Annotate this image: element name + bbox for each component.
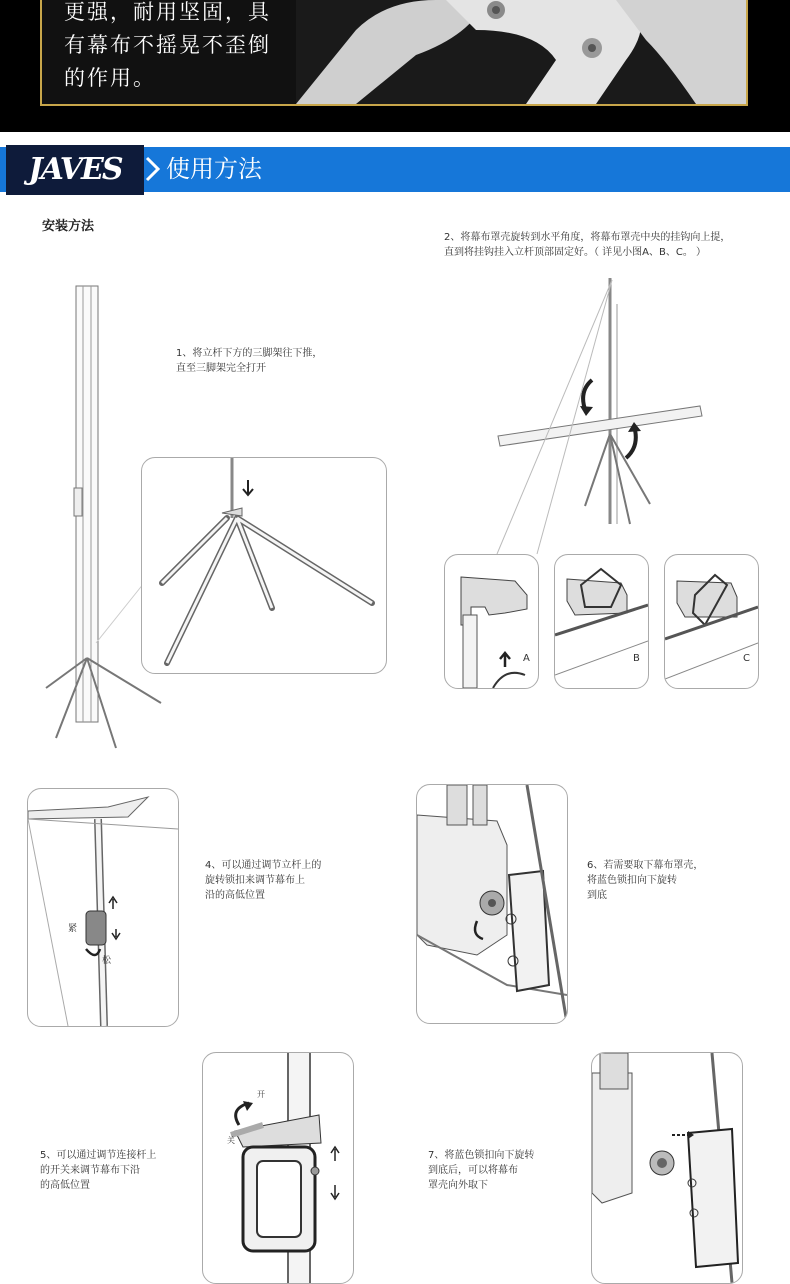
step-5-text: 5、可以通过调节连接杆上 的开关来调节幕布下沿 的高低位置 bbox=[40, 1150, 157, 1191]
blue-lock-drawing bbox=[417, 785, 567, 1023]
step-4-text: 4、可以通过调节立杆上的 旋转锁扣来调节幕布上 沿的高低位置 bbox=[205, 860, 322, 901]
step-5-panel bbox=[202, 1052, 354, 1284]
step-7-text: 7、将蓝色锁扣向下旋转 到底后，可以将幕布 罩壳向外取下 bbox=[428, 1150, 535, 1191]
logo-text: JAVES bbox=[28, 152, 122, 187]
hook-drawing-a bbox=[445, 555, 538, 688]
detail-panel-c bbox=[664, 554, 759, 689]
hook-drawing-c bbox=[665, 555, 758, 688]
hook-drawing-b bbox=[555, 555, 648, 688]
step-2-text: 2、将幕布罩壳旋转到水平角度，将幕布罩壳中央的挂钩向上提， 直到将挂钩挂入立杆顶部固定好。（ 详见小图A、B、C。 ） bbox=[444, 232, 731, 258]
lock-tight-label: 紧 bbox=[68, 924, 78, 934]
step-7-panel bbox=[591, 1052, 743, 1284]
lock-loose-label: 松 bbox=[102, 956, 112, 966]
detail-label-c: C bbox=[743, 653, 750, 664]
step-4-panel bbox=[27, 788, 179, 1027]
detail-panel-a bbox=[444, 554, 539, 689]
detail-panel-b bbox=[554, 554, 649, 689]
banner-line: 更强，耐用坚固，具 bbox=[64, 0, 271, 24]
remove-shell-drawing bbox=[592, 1053, 742, 1283]
switch-open-label: 开 bbox=[257, 1090, 265, 1099]
step-6-panel bbox=[416, 784, 568, 1024]
detail-label-a: A bbox=[523, 653, 530, 664]
install-title: 安装方法 bbox=[42, 219, 95, 234]
switch-close-label: 关 bbox=[227, 1136, 235, 1145]
banner-line: 有幕布不摇晃不歪倒 bbox=[64, 33, 271, 57]
step-6-text: 6、若需要取下幕布罩壳， 将蓝色锁扣向下旋转 到底 bbox=[587, 860, 704, 901]
section-title: 使用方法 bbox=[166, 155, 262, 183]
banner-line: 的作用。 bbox=[64, 66, 156, 90]
rotary-lock-drawing bbox=[28, 789, 178, 1026]
step-1-text: 1、将立杆下方的三脚架往下推， 直至三脚架完全打开 bbox=[176, 348, 323, 374]
switch-clamp-drawing bbox=[203, 1053, 353, 1283]
detail-label-b: B bbox=[633, 653, 640, 664]
